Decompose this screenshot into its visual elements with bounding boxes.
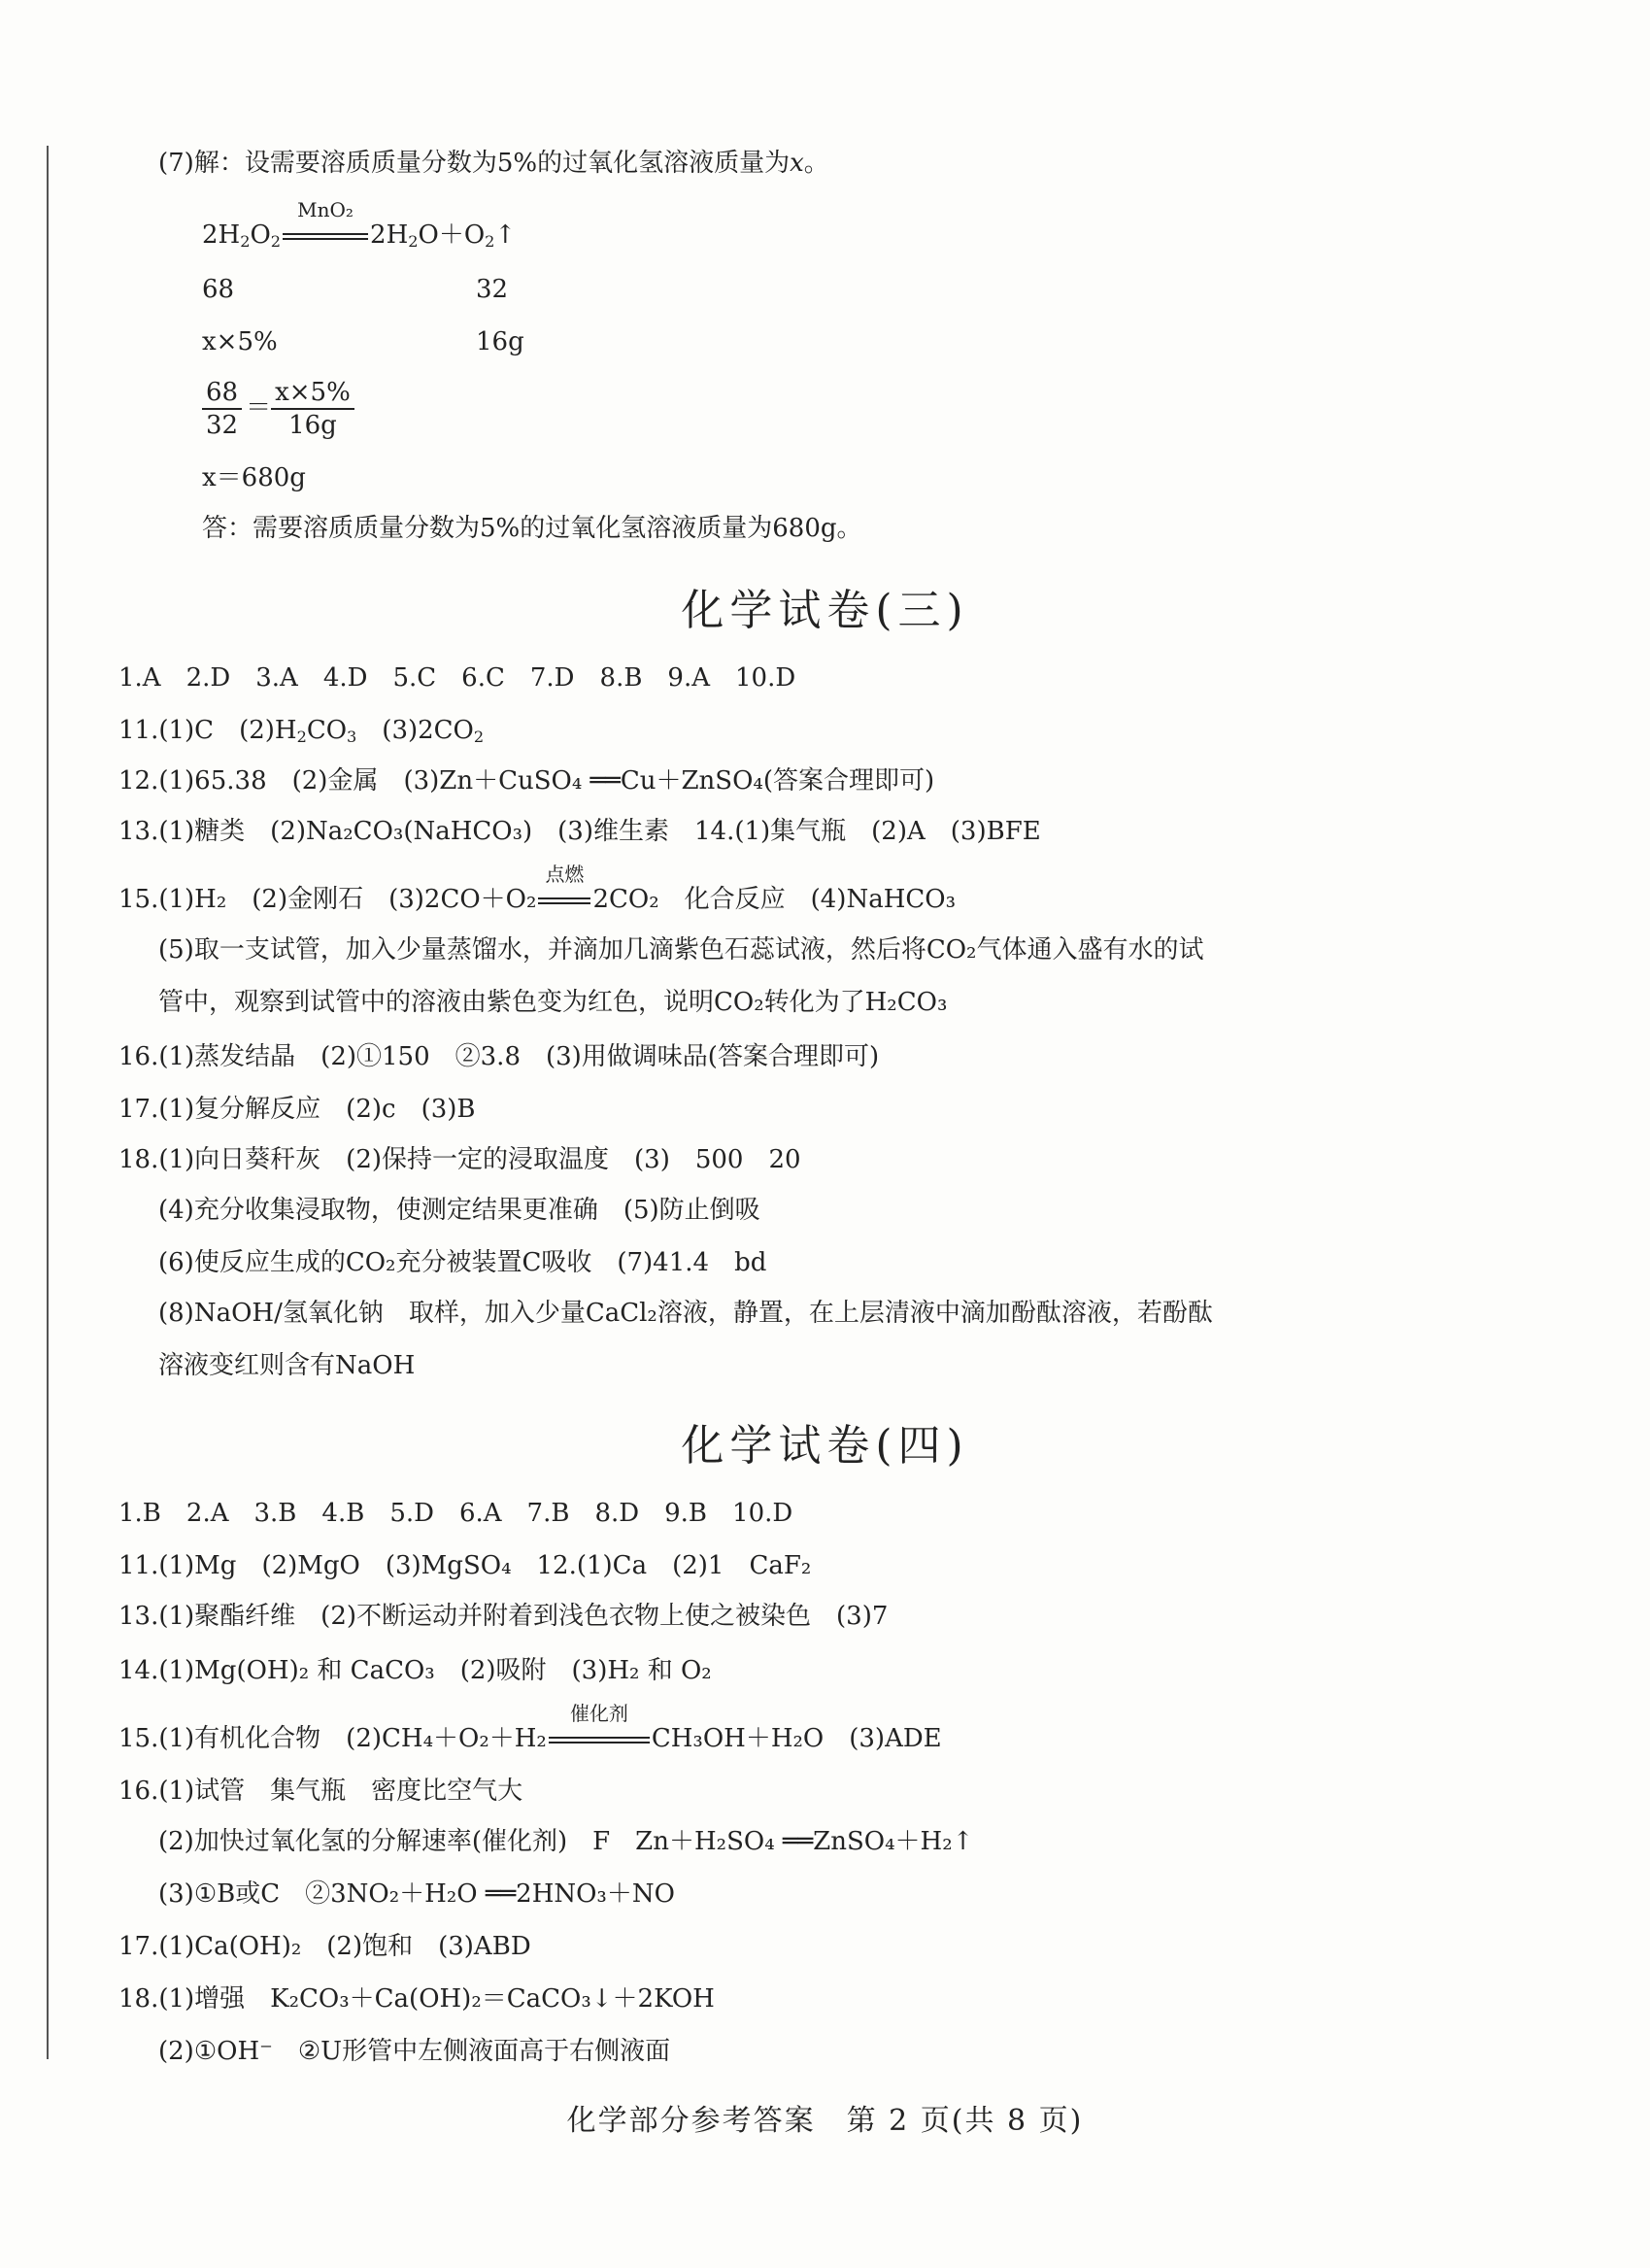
decomposition-equation: $2H_2O_2$ MnO₂ $2H_2O+O_2↑$ [202,218,516,259]
section-title-paper4: 化学试卷(四) [681,1421,969,1471]
answer-line: 答：需要溶质质量分数为5%的过氧化氢溶液质量为680g。 [202,514,862,543]
paper3-q18b: (4)充分收集浸取物，使测定结果更准确 (5)防止倒吸 [158,1196,760,1225]
paper4-mc-answers: 1.B 2.A 3.B 4.B 5.D 6.A 7.B 8.D 9.B 10.D [118,1499,793,1528]
paper3-q18a: 18.(1)向日葵秆灰 (2)保持一定的浸取温度 (3) 500 20 [118,1145,801,1174]
paper3-q16: 16.(1)蒸发结晶 (2)①150 ②3.8 (3)用做调味品(答案合理即可) [118,1042,880,1071]
paper4-q16a: 16.(1)试管 集气瓶 密度比空气大 [118,1777,523,1806]
paper3-q12: 12.(1)65.38 (2)金属 (3)Zn＋CuSO₄ ══Cu＋ZnSO₄(答案合理即可) [118,766,935,795]
paper3-q15-5b: 管中，观察到试管中的溶液由紫色变为红色，说明CO₂转化为了H₂CO₃ [158,988,948,1017]
result-line: x＝680g [202,463,306,492]
reaction-condition: MnO₂ [297,198,354,221]
mass-16g: 16g [476,327,524,356]
reaction-condition: 点燃 [545,863,585,886]
paper3-q11: 11.(1)C $(2)H_2CO_3$ $(3)2CO_2$ [118,716,485,747]
paper3-q15: 15.(1)H₂ (2)金刚石 (3)2CO＋O₂ 点燃 2CO₂ 化合反应 (4)NaHCO₃ [118,882,956,917]
proportion-equation: $\frac{68}{32}$ ＝ $\frac{x\times 5\%}{16g}$ [202,377,358,441]
paper4-q13: 13.(1)聚酯纤维 (2)不断运动并附着到浅色衣物上使之被染色 (3)7 [118,1602,889,1631]
ratio-32: 32 [476,275,509,304]
ratio-68: 68 [202,275,235,304]
paper3-q18c: (6)使反应生成的CO₂充分被装置C吸收 (7)41.4 bd [158,1248,767,1277]
paper4-q14: 14.(1)Mg(OH)₂ 和 CaCO₃ (2)吸附 (3)H₂ 和 O₂ [118,1656,712,1685]
mass-x: x×5% [202,327,278,356]
solution-intro: (7)解：设需要溶质质量分数为5%的过氧化氢溶液质量为x。 [158,149,829,178]
paper4-q18b: (2)①OH⁻ ②U形管中左侧液面高于右侧液面 [158,2037,671,2066]
paper3-q18d: (8)NaOH/氢氧化钠 取样，加入少量CaCl₂溶液，静置，在上层清液中滴加酚酞溶液，若酚酞 [158,1299,1213,1328]
paper3-mc-answers: 1.A 2.D 3.A 4.D 5.C 6.C 7.D 8.B 9.A 10.D [118,663,796,693]
section-title-paper3: 化学试卷(三) [681,586,969,635]
margin-rule [47,146,49,2059]
paper3-q13-q14: 13.(1)糖类 (2)Na₂CO₃(NaHCO₃) (3)维生素 14.(1)集气瓶 (2)A (3)BFE [118,817,1041,846]
variable-x: x [790,149,804,178]
paper4-q11-q12: 11.(1)Mg (2)MgO (3)MgSO₄ 12.(1)Ca (2)1 CaF₂ [118,1551,812,1580]
paper4-q18a: 18.(1)增强 K₂CO₃＋Ca(OH)₂＝CaCO₃↓＋2KOH [118,1984,715,2014]
paper3-q15-5a: (5)取一支试管，加入少量蒸馏水，并滴加几滴紫色石蕊试液，然后将CO₂气体通入盛有水的试 [158,935,1204,965]
paper4-q16c: (3)①B或C ②3NO₂＋H₂O ══2HNO₃＋NO [158,1879,675,1909]
paper4-q15: 15.(1)有机化合物 (2)CH₄＋O₂＋H₂ 催化剂 CH₃OH＋H₂O (3)ADE [118,1721,942,1756]
paper3-q17: 17.(1)复分解反应 (2)c (3)B [118,1095,476,1124]
page-footer: 化学部分参考答案 第 2 页(共 8 页) [566,2104,1084,2138]
paper4-q17: 17.(1)Ca(OH)₂ (2)饱和 (3)ABD [118,1932,531,1961]
reaction-condition: 催化剂 [569,1702,628,1725]
paper4-q16b: (2)加快过氧化氢的分解速率(催化剂) F Zn＋H₂SO₄ ══ZnSO₄＋H₂↑ [158,1827,974,1856]
paper3-q18e: 溶液变红则含有NaOH [158,1351,416,1380]
